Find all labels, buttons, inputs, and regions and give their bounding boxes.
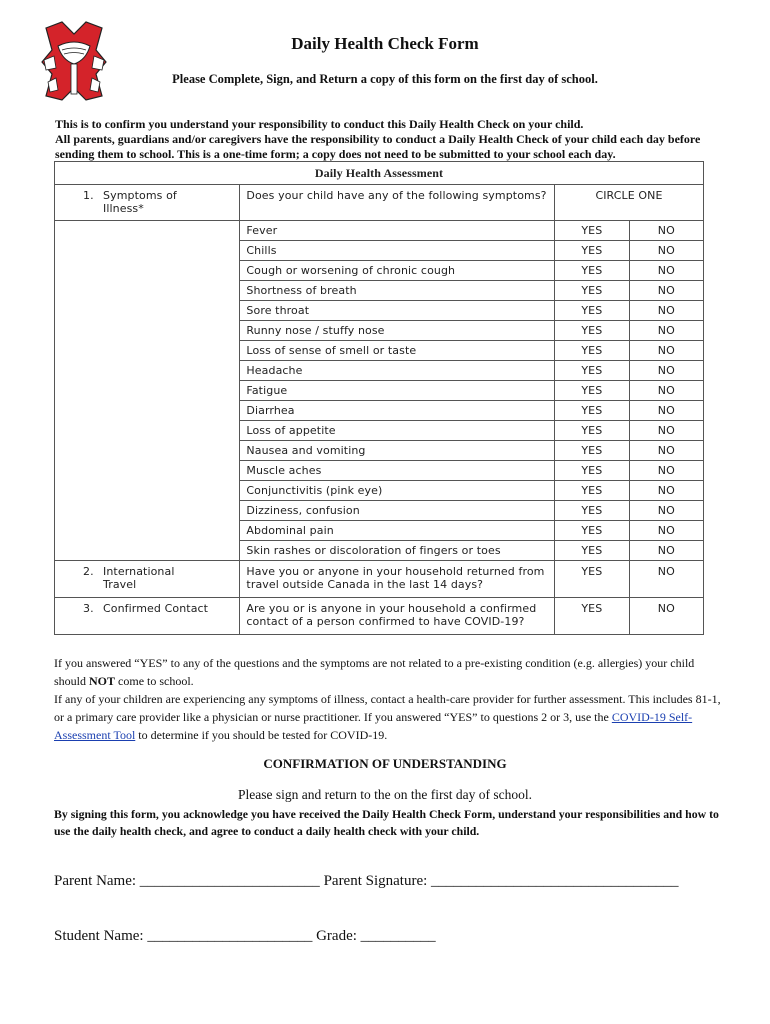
instructions-text — [54, 654, 724, 744]
symptom-no-option[interactable]: NO — [629, 441, 703, 461]
symptom-yes-option[interactable]: YES — [555, 541, 630, 561]
grade-field[interactable]: Grade: __________ — [316, 928, 436, 944]
symptom-row — [55, 221, 704, 241]
circle-one-header: CIRCLE ONE — [555, 185, 704, 221]
symptom-label: Abdominal pain — [240, 521, 555, 541]
symptom-label: Skin rashes or discoloration of fingers or toes — [240, 541, 555, 561]
symptom-yes-option[interactable]: YES — [555, 481, 630, 501]
student-name-field[interactable]: Student Name: ______________________ — [54, 928, 313, 944]
symptom-label: Nausea and vomiting — [240, 441, 555, 461]
parent-fields-row — [54, 873, 679, 890]
symptom-yes-option[interactable]: YES — [555, 521, 630, 541]
symptom-no-option[interactable]: NO — [629, 461, 703, 481]
symptom-yes-option[interactable]: YES — [555, 361, 630, 381]
symptom-no-option[interactable]: NO — [629, 281, 703, 301]
symptom-yes-option[interactable]: YES — [555, 221, 630, 241]
parent-name-field[interactable]: Parent Name: ________________________ — [54, 873, 320, 889]
symptom-yes-option[interactable]: YES — [555, 301, 630, 321]
symptom-no-option[interactable]: NO — [629, 341, 703, 361]
symptom-label: Dizziness, confusion — [240, 501, 555, 521]
student-fields-row — [54, 928, 436, 945]
symptom-label: Muscle aches — [240, 461, 555, 481]
symptom-no-option[interactable]: NO — [629, 321, 703, 341]
symptom-label: Diarrhea — [240, 401, 555, 421]
section-3-no[interactable]: NO — [629, 598, 703, 635]
section-3-question: Are you or is anyone in your household a confirmed contact of a person confirmed to have COVID-19? — [240, 598, 555, 635]
symptom-yes-option[interactable]: YES — [555, 421, 630, 441]
school-crest-logo — [40, 20, 108, 102]
symptom-label: Runny nose / stuffy nose — [240, 321, 555, 341]
section-3-yes[interactable]: YES — [555, 598, 630, 635]
confirmation-statement: By signing this form, you acknowledge you have received the Daily Health Check Form, understand your responsibilities and how to use the daily health check, and agree to conduct a daily health check with your child. — [54, 807, 719, 838]
symptom-no-option[interactable]: NO — [629, 301, 703, 321]
symptom-yes-option[interactable]: YES — [555, 341, 630, 361]
symptom-yes-option[interactable]: YES — [555, 501, 630, 521]
section-1-question: Does your child have any of the following symptoms? — [240, 185, 555, 221]
intro-line-2: All parents, guardians and/or caregivers have the responsibility to conduct a Daily Health Check of your child each day before sending them to school. This is a one-time form; a copy does not need to be submitted to your school each day. — [55, 132, 701, 161]
symptom-label: Chills — [240, 241, 555, 261]
symptom-label: Conjunctivitis (pink eye) — [240, 481, 555, 501]
symptom-yes-option[interactable]: YES — [555, 261, 630, 281]
symptom-no-option[interactable]: NO — [629, 541, 703, 561]
symptom-label: Loss of sense of smell or taste — [240, 341, 555, 361]
section-2-yes[interactable]: YES — [555, 561, 630, 598]
symptom-label: Loss of appetite — [240, 421, 555, 441]
intro-text — [55, 117, 715, 162]
symptom-no-option[interactable]: NO — [629, 481, 703, 501]
symptom-yes-option[interactable]: YES — [555, 241, 630, 261]
table-heading: Daily Health Assessment — [55, 162, 704, 185]
symptom-yes-option[interactable]: YES — [555, 401, 630, 421]
instruction-paragraph-1: If you answered “YES” to any of the questions and the symptoms are not related to a pre-existing condition (e.g. allergies) your child should NOT come to school. — [54, 656, 695, 688]
symptom-no-option[interactable]: NO — [629, 221, 703, 241]
symptom-label: Shortness of breath — [240, 281, 555, 301]
confirmation-title: CONFIRMATION OF UNDERSTANDING — [263, 756, 507, 771]
symptom-label: Cough or worsening of chronic cough — [240, 261, 555, 281]
symptom-label: Sore throat — [240, 301, 555, 321]
symptom-no-option[interactable]: NO — [629, 501, 703, 521]
symptom-label: Fever — [240, 221, 555, 241]
form-title: Daily Health Check Form — [291, 34, 479, 53]
symptom-label: Headache — [240, 361, 555, 381]
section-1-label: 1. Symptoms of Illness* — [55, 185, 240, 221]
self-assessment-link[interactable]: COVID-19 Self-Assessment Tool — [54, 710, 693, 742]
parent-signature-field[interactable]: Parent Signature: _________________________________ — [323, 873, 679, 889]
section-2-no[interactable]: NO — [629, 561, 703, 598]
symptom-no-option[interactable]: NO — [629, 361, 703, 381]
section-2-question: Have you or anyone in your household returned from travel outside Canada in the last 14 days? — [240, 561, 555, 598]
section-1-blank-cell — [55, 221, 240, 561]
symptom-no-option[interactable]: NO — [629, 521, 703, 541]
health-assessment-table — [54, 161, 704, 635]
symptom-no-option[interactable]: NO — [629, 261, 703, 281]
confirmation-instruction: Please sign and return to the on the first day of school. — [238, 787, 532, 802]
form-subtitle: Please Complete, Sign, and Return a copy of this form on the first day of school. — [172, 72, 598, 86]
intro-line-1: This is to confirm you understand your responsibility to conduct this Daily Health Check on your child. — [55, 117, 584, 131]
symptom-no-option[interactable]: NO — [629, 241, 703, 261]
symptom-yes-option[interactable]: YES — [555, 461, 630, 481]
symptom-no-option[interactable]: NO — [629, 381, 703, 401]
symptom-no-option[interactable]: NO — [629, 401, 703, 421]
symptom-yes-option[interactable]: YES — [555, 381, 630, 401]
symptom-label: Fatigue — [240, 381, 555, 401]
symptom-yes-option[interactable]: YES — [555, 321, 630, 341]
symptom-no-option[interactable]: NO — [629, 421, 703, 441]
symptom-yes-option[interactable]: YES — [555, 441, 630, 461]
section-3-label: 3. Confirmed Contact — [55, 598, 240, 635]
instruction-paragraph-2: If any of your children are experiencing any symptoms of illness, contact a health-care provider for further assessment. This includes 81-1, or a primary care provider like a physician or nurse practitioner. If you answered “YES” to questions 2 or 3, use the COVID-19 Self-Assessment Tool to determine if you should be tested for COVID-19. — [54, 692, 721, 742]
symptom-yes-option[interactable]: YES — [555, 281, 630, 301]
section-2-label: 2. International Travel — [55, 561, 240, 598]
